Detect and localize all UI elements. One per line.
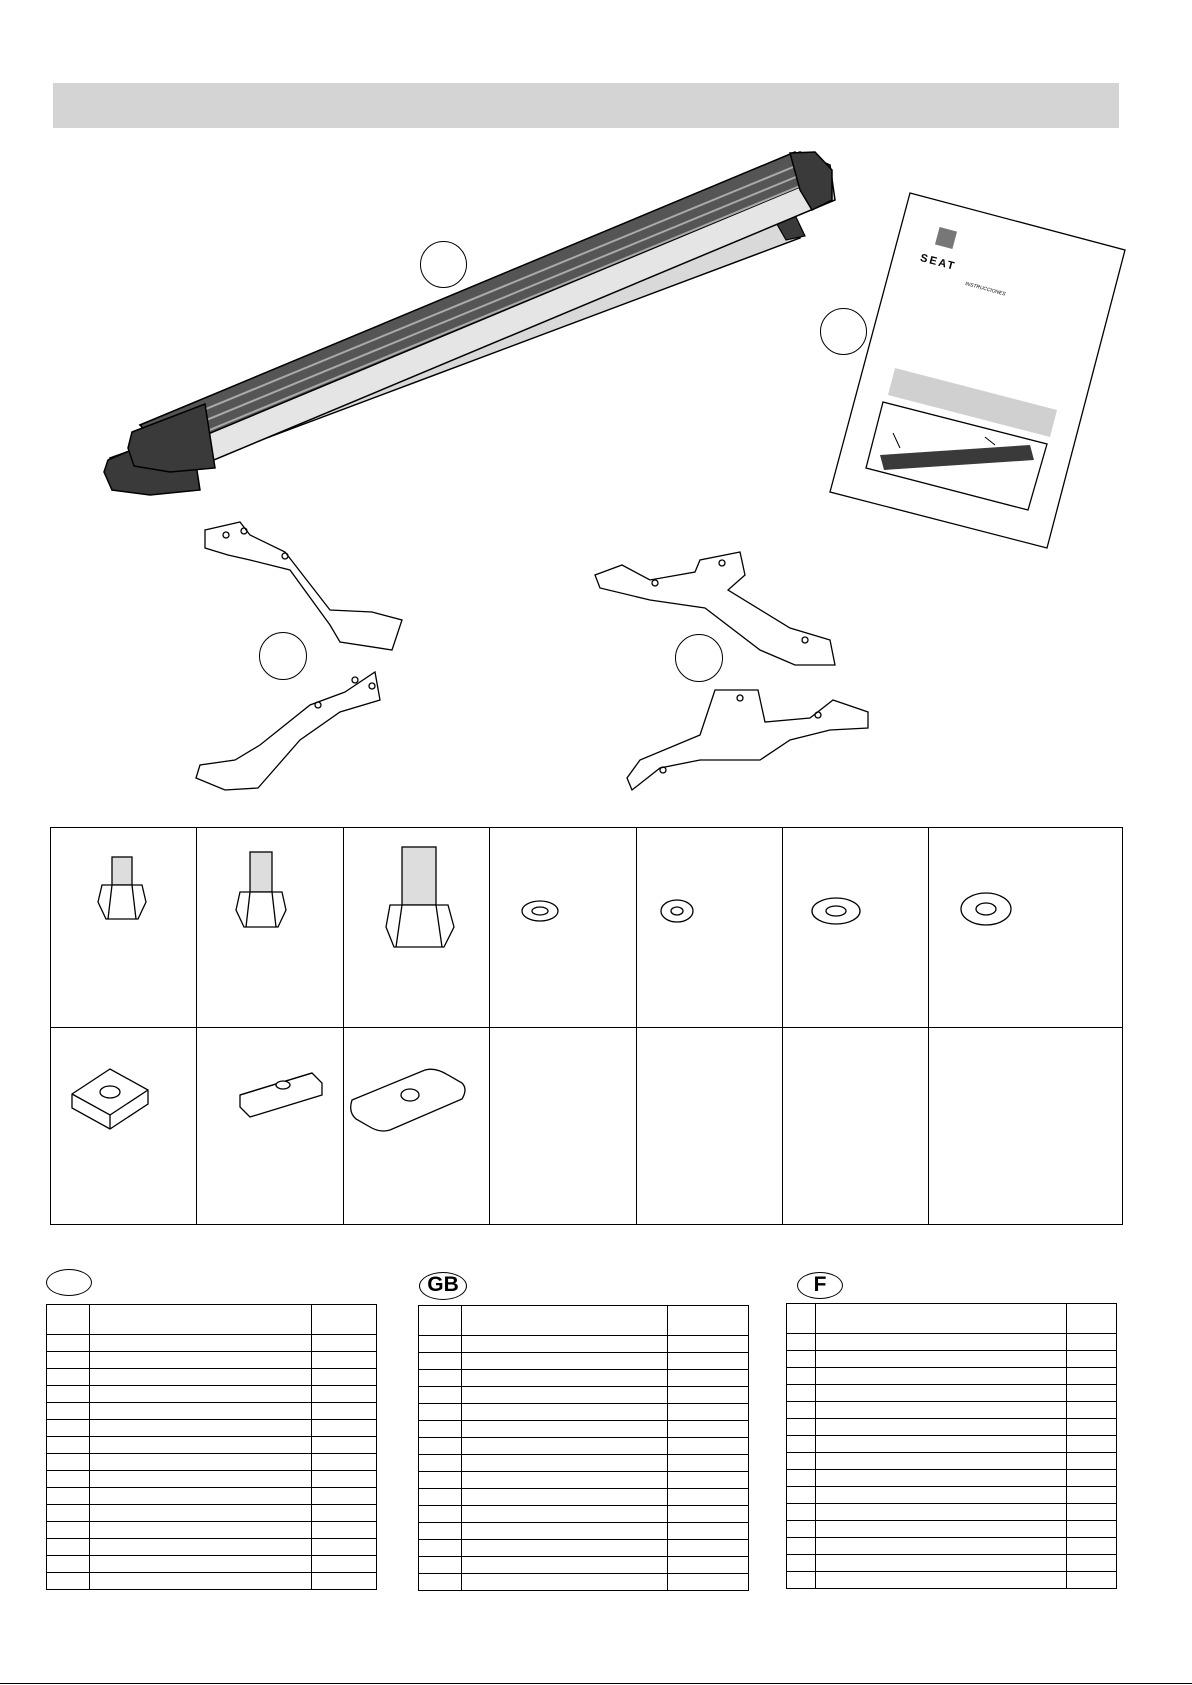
bracket-right-pair — [595, 552, 868, 790]
parts-list-table-f — [786, 1303, 1117, 1589]
parts-drawings — [50, 827, 1123, 1225]
parts-list-table-1 — [46, 1304, 377, 1590]
document-brand: SEAT — [918, 252, 958, 274]
lang-badge-gb: GB — [419, 1272, 467, 1300]
callout-document — [820, 308, 867, 355]
running-board-upper — [128, 152, 835, 472]
square-nut-plate-icon — [72, 1069, 148, 1129]
bolt-medium-icon — [236, 852, 286, 927]
document-title: INSTRUCCIONES — [964, 281, 1006, 298]
flat-washer-large-icon — [961, 893, 1011, 925]
callout-bracket-left — [259, 632, 307, 680]
bolt-small-icon — [98, 857, 146, 919]
parts-list-table-gb — [418, 1305, 749, 1591]
lang-badge-f: F — [797, 1272, 843, 1299]
bolt-large-icon — [386, 847, 454, 947]
instruction-document — [830, 193, 1125, 548]
slim-nut-plate-icon — [240, 1073, 322, 1117]
lock-washer-small-icon — [522, 901, 558, 921]
callout-running-board — [420, 241, 467, 288]
running-board-illustration — [0, 140, 1192, 840]
header-bar — [53, 83, 1119, 128]
footer-line — [0, 1683, 1192, 1684]
flat-washer-small-icon — [661, 900, 693, 922]
lang-badge — [46, 1269, 92, 1296]
lock-washer-large-icon — [812, 898, 860, 924]
large-nut-plate-icon — [351, 1069, 465, 1131]
callout-bracket-right — [675, 634, 723, 682]
